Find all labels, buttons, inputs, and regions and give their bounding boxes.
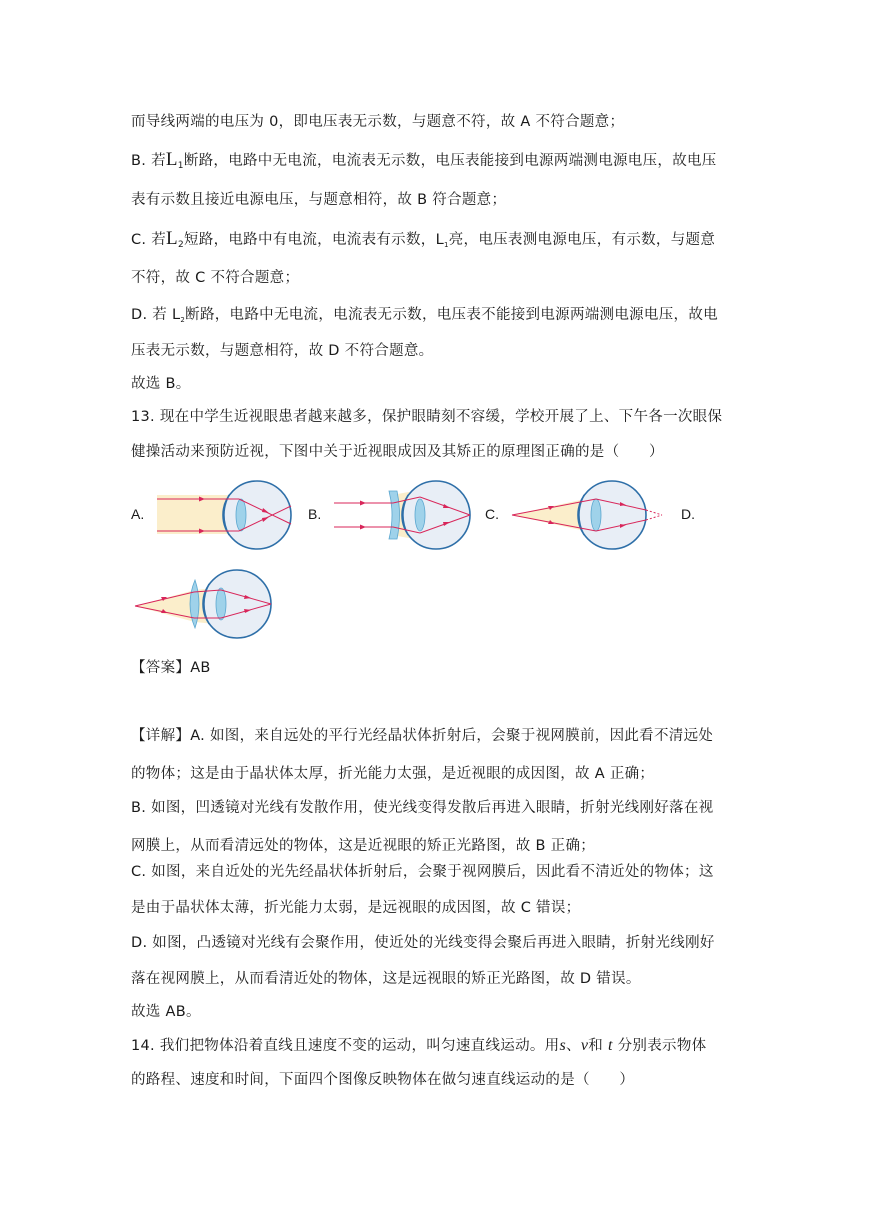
solution-option-c-cont: 不符，故 C 不符合题意；: [131, 270, 300, 286]
eye-diagram-c: [510, 477, 670, 552]
option-a-label: A.: [131, 506, 145, 522]
option-b-label: B.: [308, 506, 322, 522]
question-13-stem-cont: 健操活动来预防近视，下图中关于近视眼成因及其矫正的原理图正确的是（ ）: [131, 444, 664, 460]
solution-line: 而导线两端的电压为 0，即电压表无示数，与题意不符，故 A 不符合题意；: [131, 114, 625, 130]
answer-line: 【答案】AB: [131, 660, 211, 676]
detail-choice: 故选 AB。: [131, 1004, 201, 1020]
solution-option-c: C. 若$L_2$短路，电路中有电流，电流表有示数，$L_1$亮，电压表测电源电压，有示数，与题意: [131, 228, 716, 250]
detail-b: B. 如图，凹透镜对光线有发散作用，使光线变得发散后再进入眼睛，折射光线刚好落在视: [131, 800, 714, 816]
detail-c-cont: 是由于晶状体太薄，折光能力太弱，是远视眼的成因图，故 C 错误；: [131, 900, 581, 916]
solution-option-d-cont: 压表无示数，与题意相符，故 D 不符合题意。: [131, 343, 434, 359]
detail-a-cont: 的物体；这是由于晶状体太厚，折光能力太强，是近视眼的成因图，故 A 正确；: [131, 766, 655, 782]
option-c-label: C.: [485, 506, 499, 522]
solution-option-b: B. 若$L_1$断路，电路中无电流，电流表无示数，电压表能接到电源两端测电源电压，故电压: [131, 149, 717, 171]
question-14-stem: 14. 我们把物体沿着直线且速度不变的运动，叫匀速直线运动。用s、v和 t 分别表示物体: [131, 1037, 707, 1054]
detail-a: 【详解】A. 如图，来自远处的平行光经晶状体折射后，会聚于视网膜前，因此看不清远处: [131, 728, 714, 744]
eye-diagram-a: [155, 477, 300, 552]
solution-choice: 故选 B。: [131, 376, 191, 392]
option-d-label: D.: [681, 506, 695, 522]
detail-d: D. 如图，凸透镜对光线有会聚作用，使近处的光线变得会聚后再进入眼睛，折射光线刚好: [131, 935, 715, 951]
detail-b-cont: 网膜上，从而看清远处的物体，这是近视眼的矫正光路图，故 B 正确；: [131, 838, 596, 854]
question-13-stem: 13. 现在中学生近视眼患者越来越多，保护眼睛刻不容缓，学校开展了上、下午各一次眼保: [131, 409, 723, 425]
solution-option-b-cont: 表有示数且接近电源电压，与题意相符，故 B 符合题意；: [131, 192, 507, 208]
eye-diagram-d: [133, 568, 278, 643]
question-14-stem-cont: 的路程、速度和时间，下面四个图像反映物体在做匀速直线运动的是（ ）: [131, 1072, 635, 1088]
eye-diagram-b: [332, 477, 477, 552]
solution-option-d: D. 若 $L_2$断路，电路中无电流，电流表无示数，电压表不能接到电源两端测电源电压，故电: [131, 307, 718, 324]
detail-d-cont: 落在视网膜上，从而看清近处的物体，这是远视眼的矫正光路图，故 D 错误。: [131, 971, 641, 987]
detail-c: C. 如图，来自近处的光先经晶状体折射后，会聚于视网膜后，因此看不清近处的物体；这: [131, 864, 714, 880]
